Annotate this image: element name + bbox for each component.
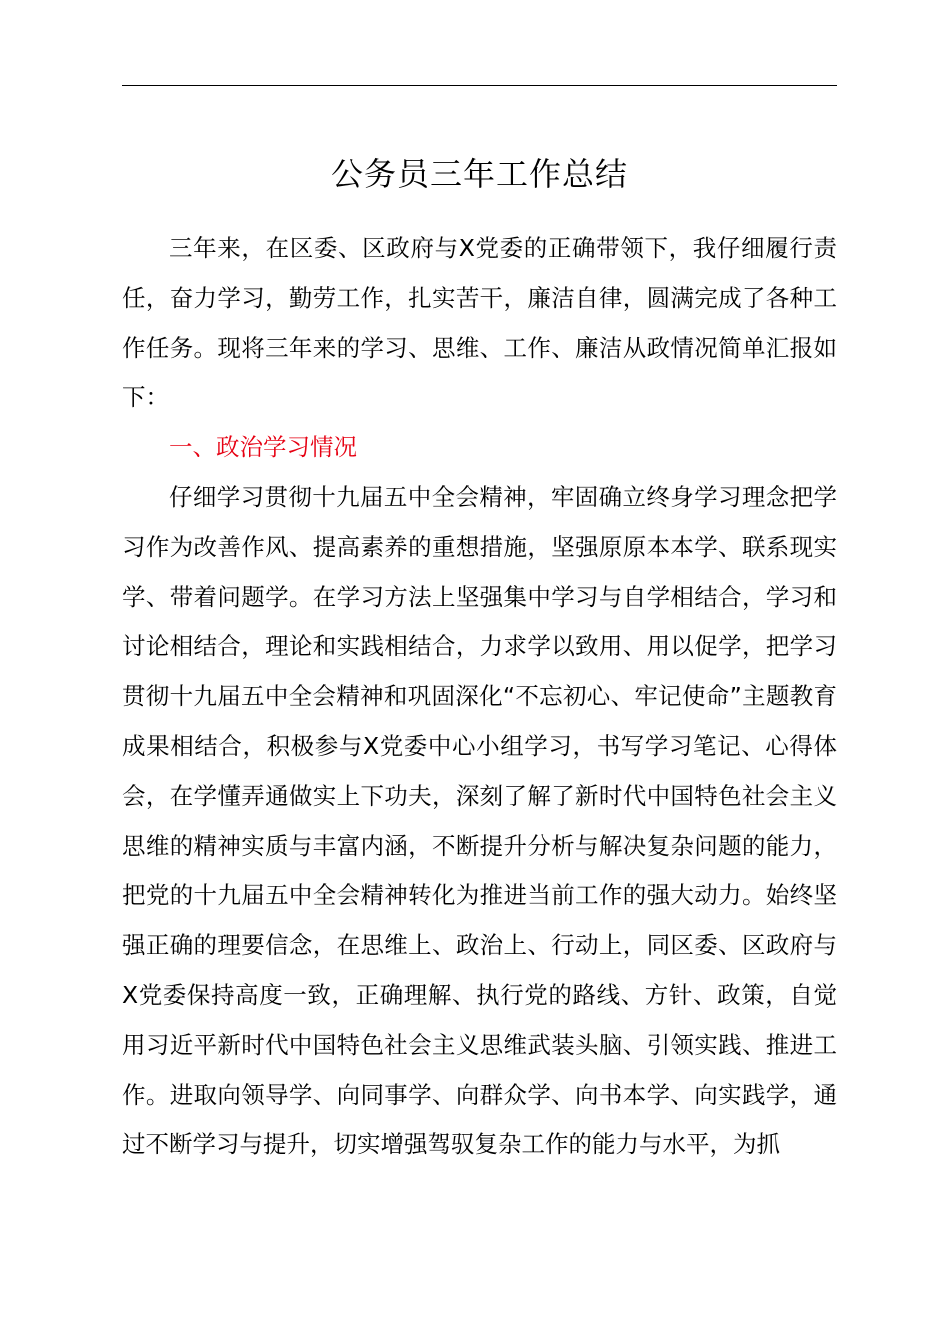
page-title: 公务员三年工作总结 <box>330 155 628 193</box>
intro-paragraph: 三年来，在区委、区政府与X党委的正确带领下，我仔细履行责任，奋力学习，勤劳工作，扎实苦干，廉洁自律，圆满完成了各种工作任务。现将三年来的学习、思维、工作、廉洁从政情况简单汇报如下： <box>122 234 837 412</box>
header-rule <box>122 85 837 86</box>
document-body <box>122 224 837 1170</box>
section-paragraph: 仔细学习贯彻十九届五中全会精神，牢固确立终身学习理念把学习作为改善作风、提高素养的重想措施，坚强原原本本学、联系现实学、带着问题学。在学习方法上坚强集中学习与自学相结合，学习和讨论相结合，理论和实践相结合，力求学以致用、用以促学，把学习贯彻十九届五中全会精神和巩固深化“不忘初心、牢记使命”主题教育成果相结合，积极参与X党委中心小组学习，书写学习笔记、心得体会，在学懂弄通做实上下功夫，深刻了解了新时代中国特色社会主义思维的精神实质与丰富内涵，不断提升分析与解决复杂问题的能力，把党的十九届五中全会精神转化为推进当前工作的强大动力。始终坚强正确的理要信念，在思维上、政治上、行动上，同区委、区政府与X党委保持高度一致，正确理解、执行党的路线、方针、政策，自觉用习近平新时代中国特色社会主义思维武装头脑、引领实践、推进工作。进取向领导学、向同事学、向群众学、向书本学、向实践学，通过不断学习与提升，切实增强驾驭复杂工作的能力与水平，为抓 <box>122 482 837 1159</box>
section-heading: 一、政治学习情况 <box>169 433 357 462</box>
